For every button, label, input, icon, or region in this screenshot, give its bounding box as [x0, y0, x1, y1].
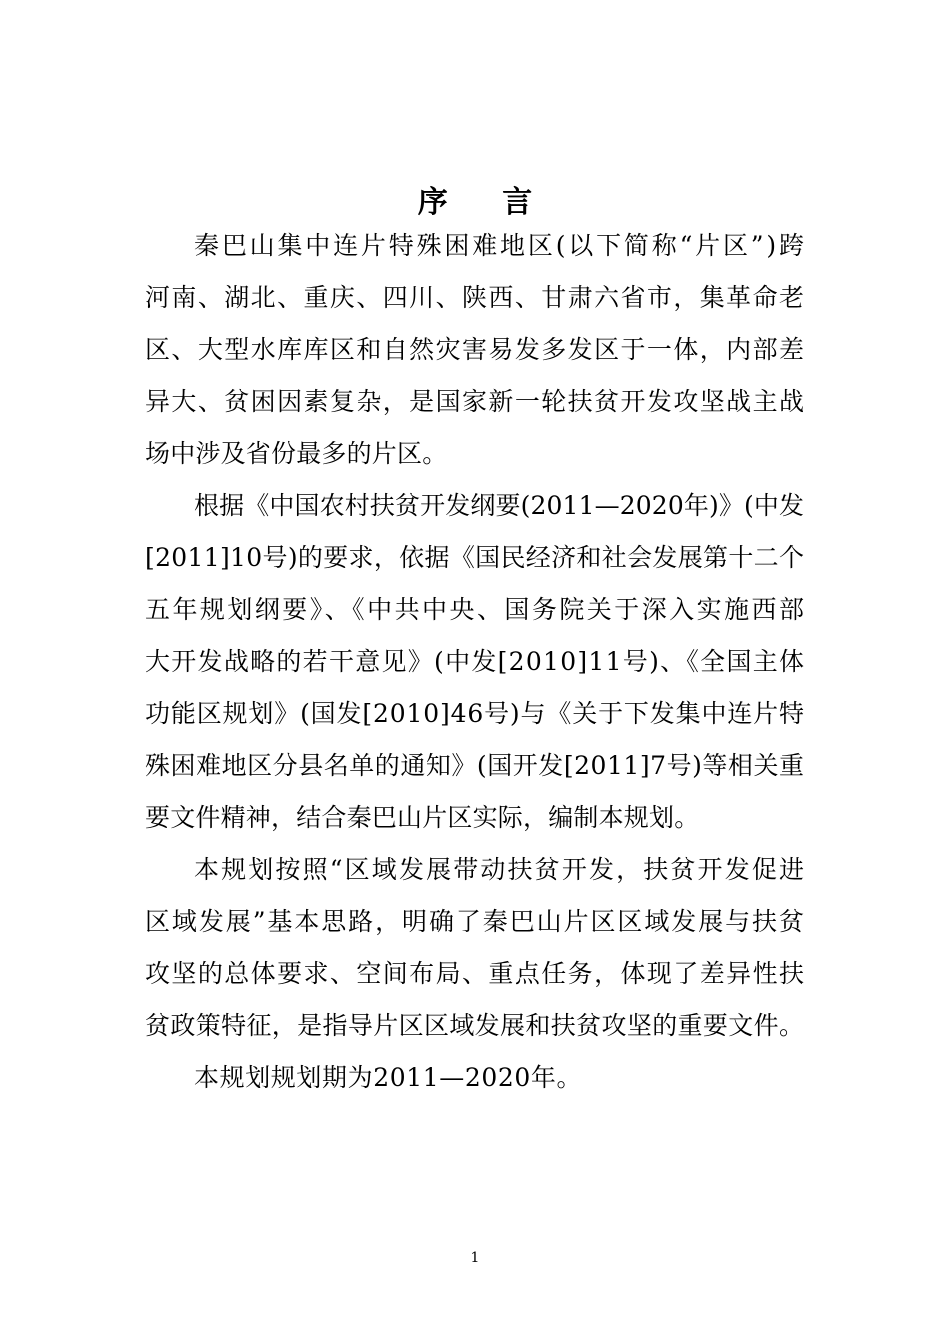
- paragraph-2-line-3: 五年规划纲要》、《中共中央、国务院关于深入实施西部: [145, 595, 807, 624]
- paragraph-1-line-1: 秦巴山集中连片特殊困难地区(以下简称“片区”)跨: [194, 231, 807, 260]
- page-title: 序 言: [417, 185, 555, 220]
- paragraph-1-line-2: 河南、湖北、重庆、四川、陕西、甘肃六省市，集革命老: [145, 283, 806, 312]
- paragraph-3-line-3: 攻坚的总体要求、空间布局、重点任务，体现了差异性扶: [145, 959, 806, 988]
- paragraph-1-line-3: 区、大型水库库区和自然灾害易发多发区于一体，内部差: [145, 335, 806, 364]
- paragraph-2-line-4: 大开发战略的若干意见》(中发[2010]11号)、《全国主体: [145, 647, 806, 676]
- paragraph-1-line-5: 场中涉及省份最多的片区。: [145, 439, 448, 468]
- paragraph-2-line-5: 功能区规划》(国发[2010]46号)与《关于下发集中连片特: [145, 699, 805, 728]
- paragraph-2-line-1: 根据《中国农村扶贫开发纲要(2011—2020年)》(中发: [194, 491, 805, 520]
- page-number: 1: [470, 1250, 480, 1266]
- paragraph-3-line-4: 贫政策特征，是指导片区区域发展和扶贫攻坚的重要文件。: [145, 1011, 805, 1040]
- paragraph-1-line-4: 异大、贫困因素复杂，是国家新一轮扶贫开发攻坚战主战: [145, 387, 806, 416]
- paragraph-3-line-1: 本规划按照“区域发展带动扶贫开发，扶贫开发促进: [194, 855, 807, 884]
- paragraph-3-line-2: 区域发展”基本思路，明确了秦巴山片区区域发展与扶贫: [145, 907, 806, 936]
- paragraph-2-line-2: [2011]10号)的要求，依据《国民经济和社会发展第十二个: [145, 543, 805, 572]
- paragraph-2-line-6: 殊困难地区分县名单的通知》(国开发[2011]7号)等相关重: [145, 751, 805, 780]
- paragraph-4-line-1: 本规划规划期为2011—2020年。: [194, 1063, 583, 1092]
- paragraph-2-line-7: 要文件精神，结合秦巴山片区实际，编制本规划。: [145, 803, 700, 832]
